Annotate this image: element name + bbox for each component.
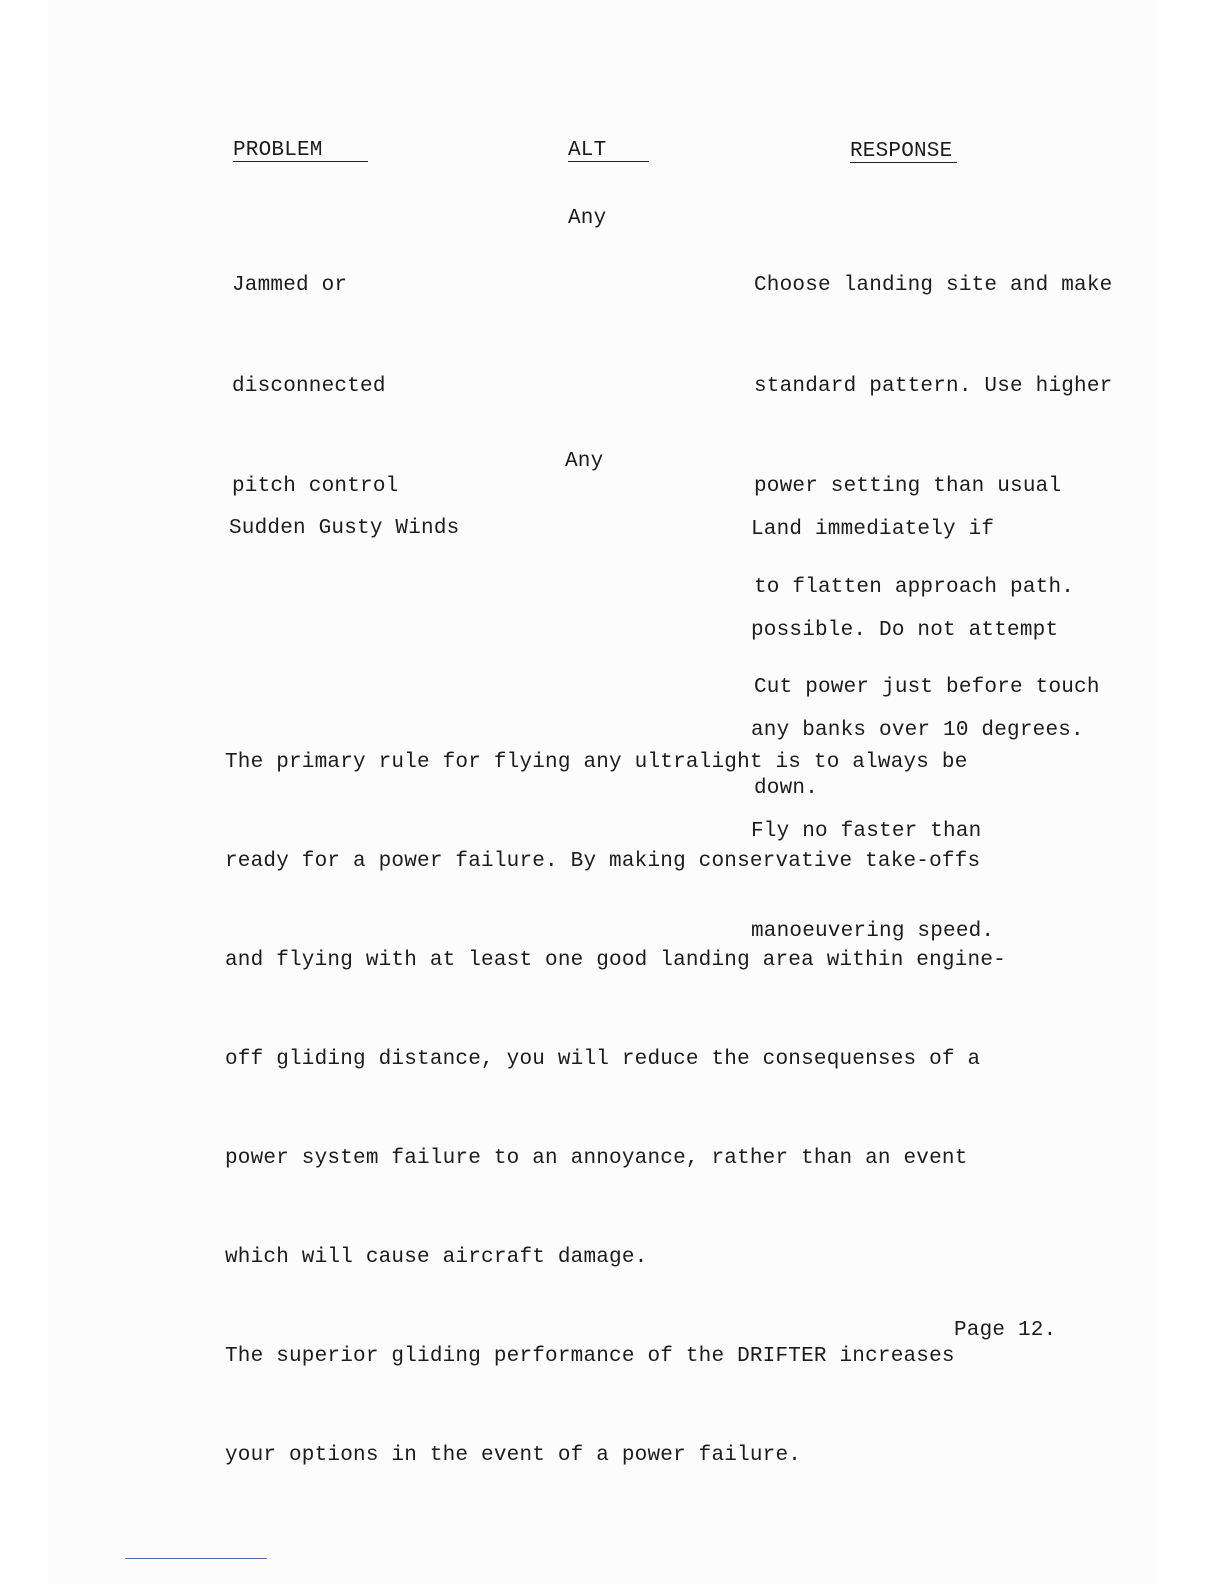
body-line: ready for a power failure. By making conservative take-offs <box>225 850 981 873</box>
body-paragraph <box>225 680 1006 1505</box>
header-problem: PROBLEM <box>233 139 323 162</box>
body-line: power system failure to an annoyance, rather than an event <box>225 1147 968 1170</box>
row-1-problem-line: Jammed or <box>232 274 348 297</box>
header-alt-underline <box>568 161 649 162</box>
header-response: RESPONSE <box>850 140 953 163</box>
header-alt: ALT <box>568 139 607 162</box>
row-1-response-line: to flatten approach path. <box>754 575 1075 599</box>
page-number: Page 12. <box>954 1319 1057 1342</box>
row-1-problem-line: disconnected <box>232 374 386 398</box>
header-response-underline <box>850 162 957 163</box>
row-1-problem-line: pitch control <box>232 475 399 498</box>
row-1-response-line: down. <box>754 776 819 800</box>
row-2-response-line: possible. Do not attempt <box>751 618 1059 642</box>
row-1-response-line: Choose landing site and make <box>754 274 1113 297</box>
row-1-response-line: power setting than usual <box>754 475 1062 498</box>
row-1-response-line: standard pattern. Use higher <box>754 374 1113 398</box>
row-2-alt: Any <box>565 450 604 473</box>
row-2-response-line: manoeuvering speed. <box>751 920 995 943</box>
body-line: which will cause aircraft damage. <box>225 1246 648 1269</box>
body-line: The superior gliding performance of the DRIFTER increases <box>225 1345 955 1368</box>
body-line: The primary rule for flying any ultralight is to always be <box>225 751 968 774</box>
row-1-response-line: Cut power just before touch <box>754 676 1100 699</box>
row-2-response-line: Fly no faster than <box>751 819 982 843</box>
scan-edge-mark <box>125 1558 267 1559</box>
body-line: and flying with at least one good landing area within engine- <box>225 949 1006 972</box>
header-problem-underline <box>233 161 368 162</box>
body-line: off gliding distance, you will reduce the consequenses of a <box>225 1048 981 1071</box>
row-2-problem <box>229 445 459 579</box>
row-2-response-line: any banks over 10 degrees. <box>751 719 1084 742</box>
row-2-response-line: Land immediately if <box>751 518 995 541</box>
body-line: your options in the event of a power failure. <box>225 1444 802 1467</box>
row-2-problem-line: Sudden Gusty Winds <box>229 517 460 540</box>
row-1-alt: Any <box>568 207 607 230</box>
